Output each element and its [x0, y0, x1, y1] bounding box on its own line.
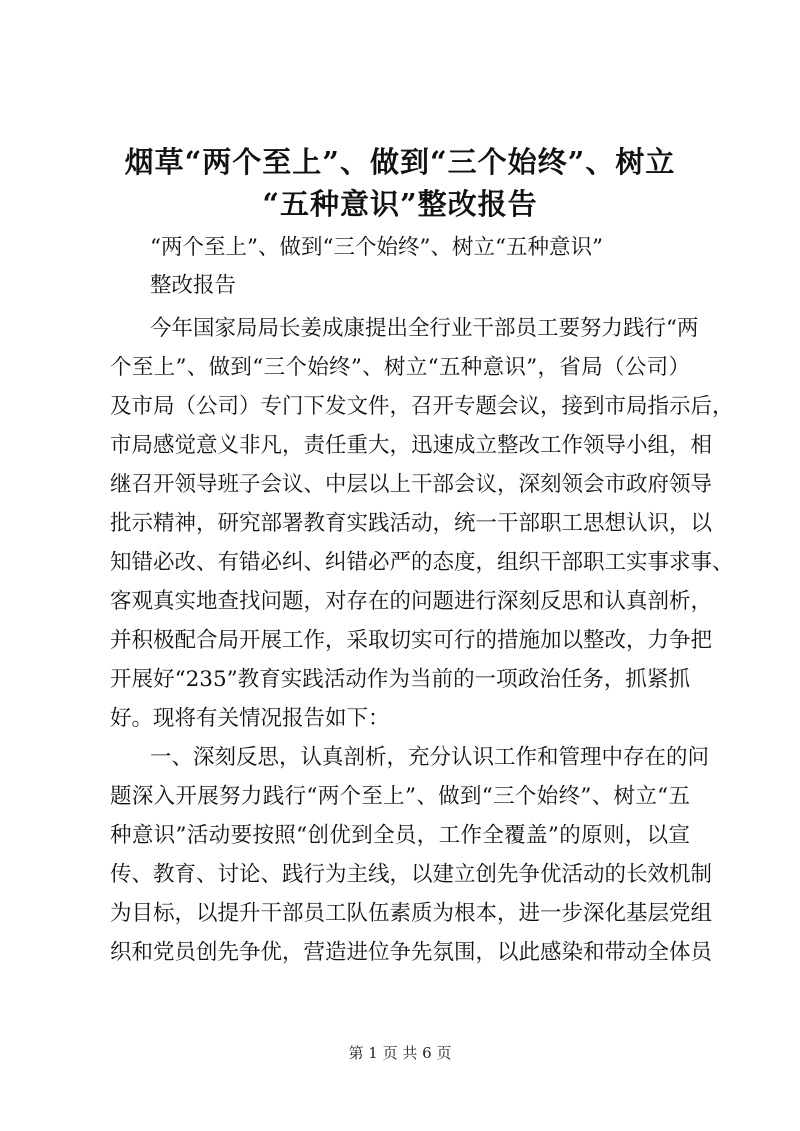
- subtitle-line-2: 整改报告: [150, 273, 237, 298]
- paragraph-2-line: 织和党员创先争优，营造进位争先氛围，以此感染和带动全体员: [110, 940, 713, 965]
- paragraph-2-line: 种意识”活动要按照“创优到全员，工作全覆盖”的原则，以宣: [110, 823, 690, 848]
- document-title-line-1: 烟草“两个至上”、做到“三个始终”、树立: [124, 145, 676, 179]
- paragraph-1-line: 批示精神，研究部署教育实践活动，统一干部职工思想认识，以: [110, 511, 713, 536]
- paragraph-1-line: 今年国家局局长姜成康提出全行业干部员工要努力践行“两: [150, 316, 699, 341]
- paragraph-2-line: 为目标，以提升干部员工队伍素质为根本，进一步深化基层党组: [110, 901, 713, 926]
- paragraph-1-line: 知错必改、有错必纠、纠错必严的态度，组织干部职工实事求事、: [110, 550, 734, 575]
- paragraph-2-line: 题深入开展努力践行“两个至上”、做到“三个始终”、树立“五: [110, 784, 690, 809]
- paragraph-1-line: 个至上”、做到“三个始终”、树立“五种意识”，省局（公司）: [110, 355, 690, 380]
- document-title-line-2: “五种意识”整改报告: [262, 187, 538, 221]
- paragraph-2-line: 一、深刻反思，认真剖析，充分认识工作和管理中存在的问: [150, 745, 710, 770]
- paragraph-1-line: 开展好“235”教育实践活动作为当前的一项政治任务，抓紧抓: [110, 667, 690, 692]
- page-number-footer: 第 1 页 共 6 页: [348, 1044, 452, 1062]
- paragraph-1-line: 客观真实地查找问题，对存在的问题进行深刻反思和认真剖析，: [110, 589, 713, 614]
- paragraph-1-line: 市局感觉意义非凡，责任重大，迅速成立整改工作领导小组，相: [110, 433, 713, 458]
- subtitle-line-1: “两个至上”、做到“三个始终”、树立“五种意识”: [150, 235, 603, 260]
- paragraph-1-line: 继召开领导班子会议、中层以上干部会议，深刻领会市政府领导: [110, 472, 713, 497]
- paragraph-1-line: 并积极配合局开展工作，采取切实可行的措施加以整改，力争把: [110, 628, 713, 653]
- paragraph-1-line: 及市局（公司）专门下发文件，召开专题会议，接到市局指示后，: [110, 394, 734, 419]
- paragraph-2-line: 传、教育、讨论、践行为主线，以建立创先争优活动的长效机制: [110, 862, 713, 887]
- paragraph-1-line: 好。现将有关情况报告如下：: [110, 706, 390, 731]
